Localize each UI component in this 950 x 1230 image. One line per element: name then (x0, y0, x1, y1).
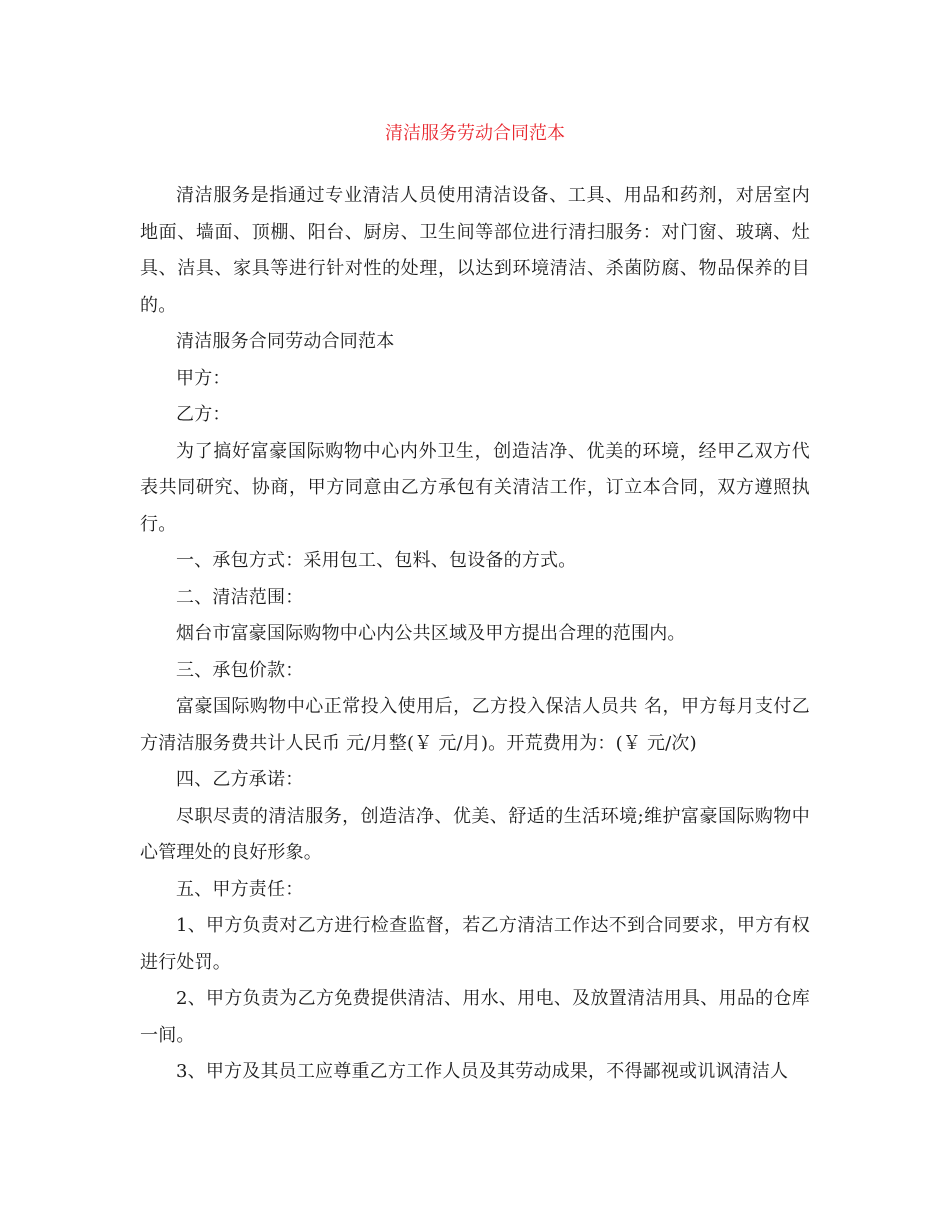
paragraph-section-2-body: 烟台市富豪国际购物中心内公共区域及甲方提出合理的范围内。 (176, 623, 686, 644)
paragraph-section-2-heading: 二、清洁范围： (176, 586, 304, 608)
paragraph-section-4-heading: 四、乙方承诺： (176, 769, 304, 790)
paragraph-section-1: 一、承包方式：采用包工、包料、包设备的方式。 (176, 550, 577, 571)
paragraph-section-5-item-2: 2、甲方负责为乙方免费提供清洁、用水、用电、及放置清洁用具、用品的仓库一间。 (140, 988, 810, 1046)
paragraph-section-5-heading: 五、甲方责任： (176, 878, 304, 900)
paragraph-section-5-item-1: 1、甲方负责对乙方进行检查监督，若乙方清洁工作达不到合同要求，甲方有权进行处罚。 (140, 915, 810, 973)
paragraph-preamble: 为了搞好富豪国际购物中心内外卫生，创造洁净、优美的环境，经甲乙双方代表共同研究、协商，甲方同意由乙方承包有关清洁工作，订立本合同，双方遵照执行。 (140, 440, 810, 535)
paragraph-contract-name: 清洁服务合同劳动合同范本 (176, 331, 395, 352)
paragraph-section-3-body: 富豪国际购物中心正常投入使用后，乙方投入保洁人员共 名，甲方每月支付乙方清洁服务费共计人民币 元/月整(￥ 元/月)。开荒费用为：(￥ 元/次) (140, 696, 810, 754)
paragraph-intro: 清洁服务是指通过专业清洁人员使用清洁设备、工具、用品和药剂，对居室内地面、墙面、顶棚、阳台、厨房、卫生间等部位进行清扫服务：对门窗、玻璃、灶具、洁具、家具等进行针对性的处理，以达到环境清洁、杀菌防腐、物品保养的目的。 (140, 185, 810, 316)
paragraph-section-4-body: 尽职尽责的清洁服务，创造洁净、优美、舒适的生活环境;维护富豪国际购物中心管理处的良好形象。 (140, 805, 810, 863)
paragraph-section-5-item-3: 3、甲方及其员工应尊重乙方工作人员及其劳动成果，不得鄙视或讥讽清洁人 (176, 1061, 789, 1082)
document-title: 清洁服务劳动合同范本 (385, 123, 565, 144)
paragraph-section-3-heading: 三、承包价款： (176, 659, 304, 681)
paragraph-party-b: 乙方： (176, 404, 231, 425)
paragraph-party-a: 甲方： (176, 367, 231, 389)
